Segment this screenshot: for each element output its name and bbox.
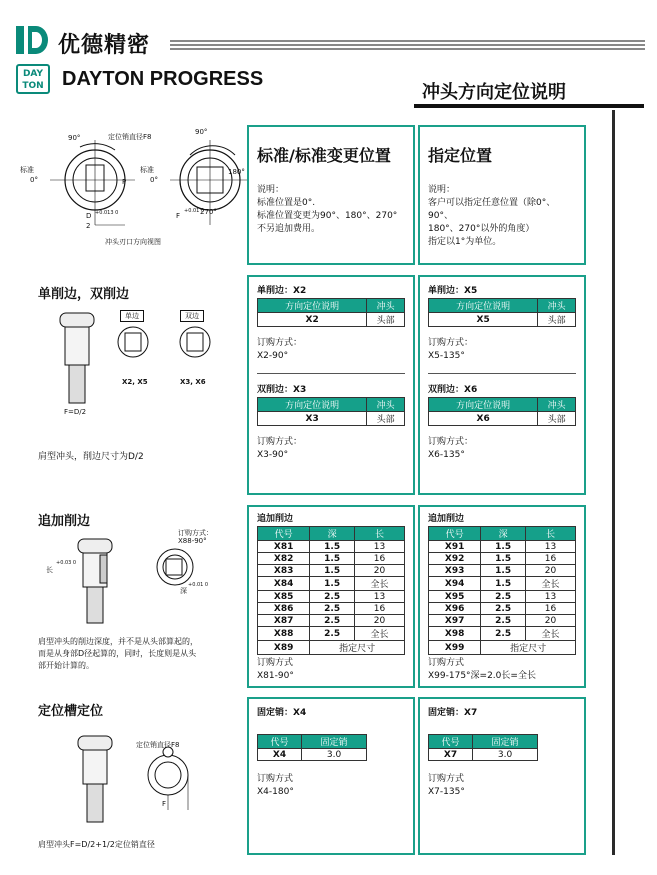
depth-cell: 2.5 (310, 603, 355, 615)
single-left-heading: 单削边：X2 (257, 286, 307, 296)
code-cell: X97 (429, 615, 481, 627)
single-right-table (428, 298, 576, 327)
code-cell: X82 (258, 553, 310, 565)
length-cell: 13 (354, 591, 404, 603)
d-divisor: 2 (86, 222, 91, 230)
order-label: 订购方式： (428, 338, 474, 348)
th-direction: 方向定位说明 (429, 398, 538, 412)
angle-90-label: 90° (68, 134, 81, 142)
table-row (258, 603, 405, 615)
angle-0b-label: 0° (150, 176, 158, 184)
code-cell: X93 (429, 565, 481, 577)
th-length: 长 (354, 527, 404, 541)
order-example: X5-135° (428, 351, 465, 361)
order-example: X3-90° (257, 450, 289, 460)
specified-position-title: 指定位置 (428, 146, 493, 165)
page-title: 冲头方向定位说明 (422, 82, 566, 103)
single-left-table (257, 298, 405, 327)
length-cell: 全长 (354, 627, 404, 641)
diagram-caption: 冲头刃口方向视图 (105, 238, 161, 246)
table-row (258, 641, 405, 655)
th-direction: 方向定位说明 (429, 299, 538, 313)
length-cell: 20 (354, 565, 404, 577)
brand-name-en: DAYTON PROGRESS (62, 68, 264, 90)
double-left-table (257, 397, 405, 426)
specified-line-2: 180°、270°以外的角度） (428, 224, 535, 234)
extra-flat-diagram (70, 535, 220, 625)
flat-right-panel (418, 275, 586, 495)
depth-cell: 2.5 (481, 591, 526, 603)
key-left-heading: 固定销：X4 (257, 708, 307, 718)
order-label: 订购方式： (257, 437, 303, 447)
specified-line-1: 客户可以指定任意位置（除0°、90°、 (428, 198, 556, 221)
angle-0-label: 0° (30, 176, 38, 184)
custom-size-cell: 指定尺寸 (481, 641, 576, 655)
length-cell: 16 (525, 603, 575, 615)
depth-cell: 1.5 (481, 553, 526, 565)
f-label: F (176, 212, 181, 220)
order-label: 订购方式 (257, 658, 294, 668)
flat-left-panel (247, 275, 415, 495)
code-cell: X92 (429, 553, 481, 565)
part-cell: 头部 (367, 313, 405, 327)
th-code: 代号 (429, 735, 473, 749)
right-edge-line (612, 110, 615, 855)
length-cell: 20 (525, 565, 575, 577)
single-flat-label: 单边 (120, 310, 144, 322)
order-example: X4-180° (257, 787, 294, 797)
pin-diameter-label: 定位销直径F8 (108, 133, 152, 141)
depth-cell: 2.5 (310, 615, 355, 627)
code-cell: X3 (258, 412, 367, 426)
divider (257, 373, 405, 374)
section4-note: 肩型冲头F=D/2+1/2定位销直径 (38, 840, 155, 849)
section4-title: 定位槽定位 (38, 704, 104, 719)
table-row (429, 577, 576, 591)
single-flat-codes: X2, X5 (122, 378, 148, 386)
key-right-panel (418, 697, 586, 855)
section2-title: 单削边，双削边 (38, 287, 130, 302)
order-example: X7-135° (428, 787, 465, 797)
length-cell: 全长 (525, 577, 575, 591)
angle-180-label: 180° (228, 168, 245, 176)
extra-right-table (428, 526, 576, 655)
code-cell: X95 (429, 591, 481, 603)
key-right-table (428, 734, 538, 761)
code-cell: X86 (258, 603, 310, 615)
logo-text-bottom: TON (22, 81, 44, 91)
depth-cell: 2.5 (310, 627, 355, 641)
double-right-table (428, 397, 576, 426)
length-cell: 13 (525, 591, 575, 603)
length-label: 长 (46, 566, 53, 574)
key-right-heading: 固定销：X7 (428, 708, 478, 718)
standard-line-1: 标准位置是0°. (257, 198, 316, 208)
length-cell: 全长 (354, 577, 404, 591)
specified-position-panel (418, 125, 586, 265)
standard-position-title: 标准/标准变更位置 (257, 146, 391, 165)
depth-cell: 1.5 (481, 577, 526, 591)
length-cell: 全长 (525, 627, 575, 641)
part-cell: 头部 (538, 412, 576, 426)
code-cell: X84 (258, 577, 310, 591)
table-row (429, 565, 576, 577)
order-example: X6-135° (428, 450, 465, 460)
key-left-table (257, 734, 367, 761)
code-cell: X99 (429, 641, 481, 655)
standard-note-label: 说明： (257, 185, 285, 195)
table-row (258, 565, 405, 577)
depth-cell: 2.5 (310, 591, 355, 603)
depth-cell: 2.5 (481, 627, 526, 641)
section2-note: 肩型冲头，削边尺寸为D/2 (38, 452, 144, 462)
length-cell: 20 (525, 615, 575, 627)
extra-left-table (257, 526, 405, 655)
depth-label: 深 (180, 587, 187, 595)
orientation-diagram (20, 125, 250, 255)
depth-cell: 2.5 (481, 615, 526, 627)
code-cell: X4 (258, 749, 302, 761)
depth-cell: 1.5 (481, 565, 526, 577)
length-cell: 16 (354, 553, 404, 565)
extra-flat-right-panel (418, 505, 586, 688)
depth-cell: 1.5 (481, 541, 526, 553)
th-pin: 固定销 (473, 735, 538, 749)
code-cell: X88 (258, 627, 310, 641)
depth-cell: 1.5 (310, 541, 355, 553)
table-row (429, 641, 576, 655)
length-cell: 16 (525, 553, 575, 565)
double-right-heading: 双削边：X6 (428, 385, 478, 395)
brand-name-cn: 优德精密 (58, 33, 151, 58)
section3-note-1: 肩型冲头的削边深度，并不是从头部算起的， (38, 637, 198, 646)
th-punch: 冲头 (538, 299, 576, 313)
p-label: P (122, 178, 127, 186)
standard-label: 标准 (20, 166, 34, 174)
header-rules (170, 40, 645, 50)
code-cell: X6 (429, 412, 538, 426)
order-label: 订购方式 (257, 774, 294, 784)
depth-tolerance: +0.01 0 (188, 582, 209, 588)
single-right-heading: 单削边：X5 (428, 286, 478, 296)
table-row (258, 591, 405, 603)
pin-diameter-label: 定位销直径F8 (136, 741, 180, 749)
d-label: D (86, 212, 92, 220)
code-cell: X7 (429, 749, 473, 761)
th-pin: 固定销 (302, 735, 367, 749)
th-punch: 冲头 (367, 299, 405, 313)
th-direction: 方向定位说明 (258, 398, 367, 412)
section3-note-2: 而是从身部D径起算的，同时，长度则是从头 (38, 649, 197, 658)
order-example: X99-175°深=2.0长=全长 (428, 671, 536, 681)
order-example: X2-90° (257, 351, 289, 361)
specified-note-label: 说明： (428, 185, 456, 195)
d-tolerance: +0.013 0 (95, 210, 119, 216)
table-row (258, 627, 405, 641)
logo-text-top: DAY (22, 69, 44, 79)
th-code: 代号 (429, 527, 481, 541)
order-label: 订购方式： (428, 437, 474, 447)
standard-label-2: 标准 (140, 166, 154, 174)
table-row (429, 541, 576, 553)
extra-right-heading: 追加削边 (428, 514, 465, 524)
length-cell: 13 (525, 541, 575, 553)
code-cell: X91 (429, 541, 481, 553)
key-slot-diagram (70, 730, 200, 825)
th-punch: 冲头 (367, 398, 405, 412)
jd-logo-icon (14, 26, 50, 54)
code-cell: X81 (258, 541, 310, 553)
section3-title: 追加削边 (38, 514, 91, 529)
length-cell: 16 (354, 603, 404, 615)
extra-order-label: 订购方式： (178, 529, 213, 537)
table-row (429, 627, 576, 641)
code-cell: X94 (429, 577, 481, 591)
order-example: X81-90° (257, 671, 294, 681)
order-label: 订购方式 (428, 658, 465, 668)
specified-line-3: 指定以1°为单位。 (428, 237, 502, 247)
th-depth: 深 (310, 527, 355, 541)
code-cell: X98 (429, 627, 481, 641)
angle-270-label: 270° (200, 208, 217, 216)
part-cell: 头部 (538, 313, 576, 327)
code-cell: X85 (258, 591, 310, 603)
table-row (429, 615, 576, 627)
standard-position-panel (247, 125, 415, 265)
table-row (258, 553, 405, 565)
double-flat-codes: X3, X6 (180, 378, 206, 386)
table-row (258, 577, 405, 591)
th-code: 代号 (258, 527, 310, 541)
length-cell: 13 (354, 541, 404, 553)
length-tolerance: +0.03 0 (56, 560, 77, 566)
depth-cell: 1.5 (310, 565, 355, 577)
table-row (429, 591, 576, 603)
code-cell: X87 (258, 615, 310, 627)
f-tolerance: +0.01 0 (184, 208, 205, 214)
table-row (429, 603, 576, 615)
custom-size-cell: 指定尺寸 (310, 641, 405, 655)
extra-order-example: X88-90° (178, 537, 207, 545)
th-length: 长 (525, 527, 575, 541)
part-cell: 头部 (367, 412, 405, 426)
code-cell: X2 (258, 313, 367, 327)
code-cell: X5 (429, 313, 538, 327)
th-depth: 深 (481, 527, 526, 541)
code-cell: X96 (429, 603, 481, 615)
title-rule (414, 104, 644, 108)
table-row (258, 615, 405, 627)
section3-note-3: 部开始计算的。 (38, 661, 94, 670)
standard-line-3: 不另追加费用。 (257, 224, 321, 234)
value-cell: 3.0 (473, 749, 538, 761)
double-flat-label: 双边 (180, 310, 204, 322)
key-left-panel (247, 697, 415, 855)
dayton-logo (16, 64, 50, 94)
angle-90b-label: 90° (195, 128, 208, 136)
code-cell: X83 (258, 565, 310, 577)
table-row (258, 541, 405, 553)
th-punch: 冲头 (538, 398, 576, 412)
th-direction: 方向定位说明 (258, 299, 367, 313)
f-label: F (162, 800, 167, 808)
double-left-heading: 双削边：X3 (257, 385, 307, 395)
code-cell: X89 (258, 641, 310, 655)
length-cell: 20 (354, 615, 404, 627)
order-label: 订购方式 (428, 774, 465, 784)
value-cell: 3.0 (302, 749, 367, 761)
depth-cell: 2.5 (481, 603, 526, 615)
th-code: 代号 (258, 735, 302, 749)
extra-flat-left-panel (247, 505, 415, 688)
order-label: 订购方式： (257, 338, 303, 348)
table-row (429, 553, 576, 565)
depth-cell: 1.5 (310, 577, 355, 591)
divider (428, 373, 576, 374)
standard-line-2: 标准位置变更为90°、180°、270° (257, 211, 398, 221)
extra-left-heading: 追加削边 (257, 514, 294, 524)
depth-cell: 1.5 (310, 553, 355, 565)
flat-formula: F=D/2 (64, 408, 87, 416)
